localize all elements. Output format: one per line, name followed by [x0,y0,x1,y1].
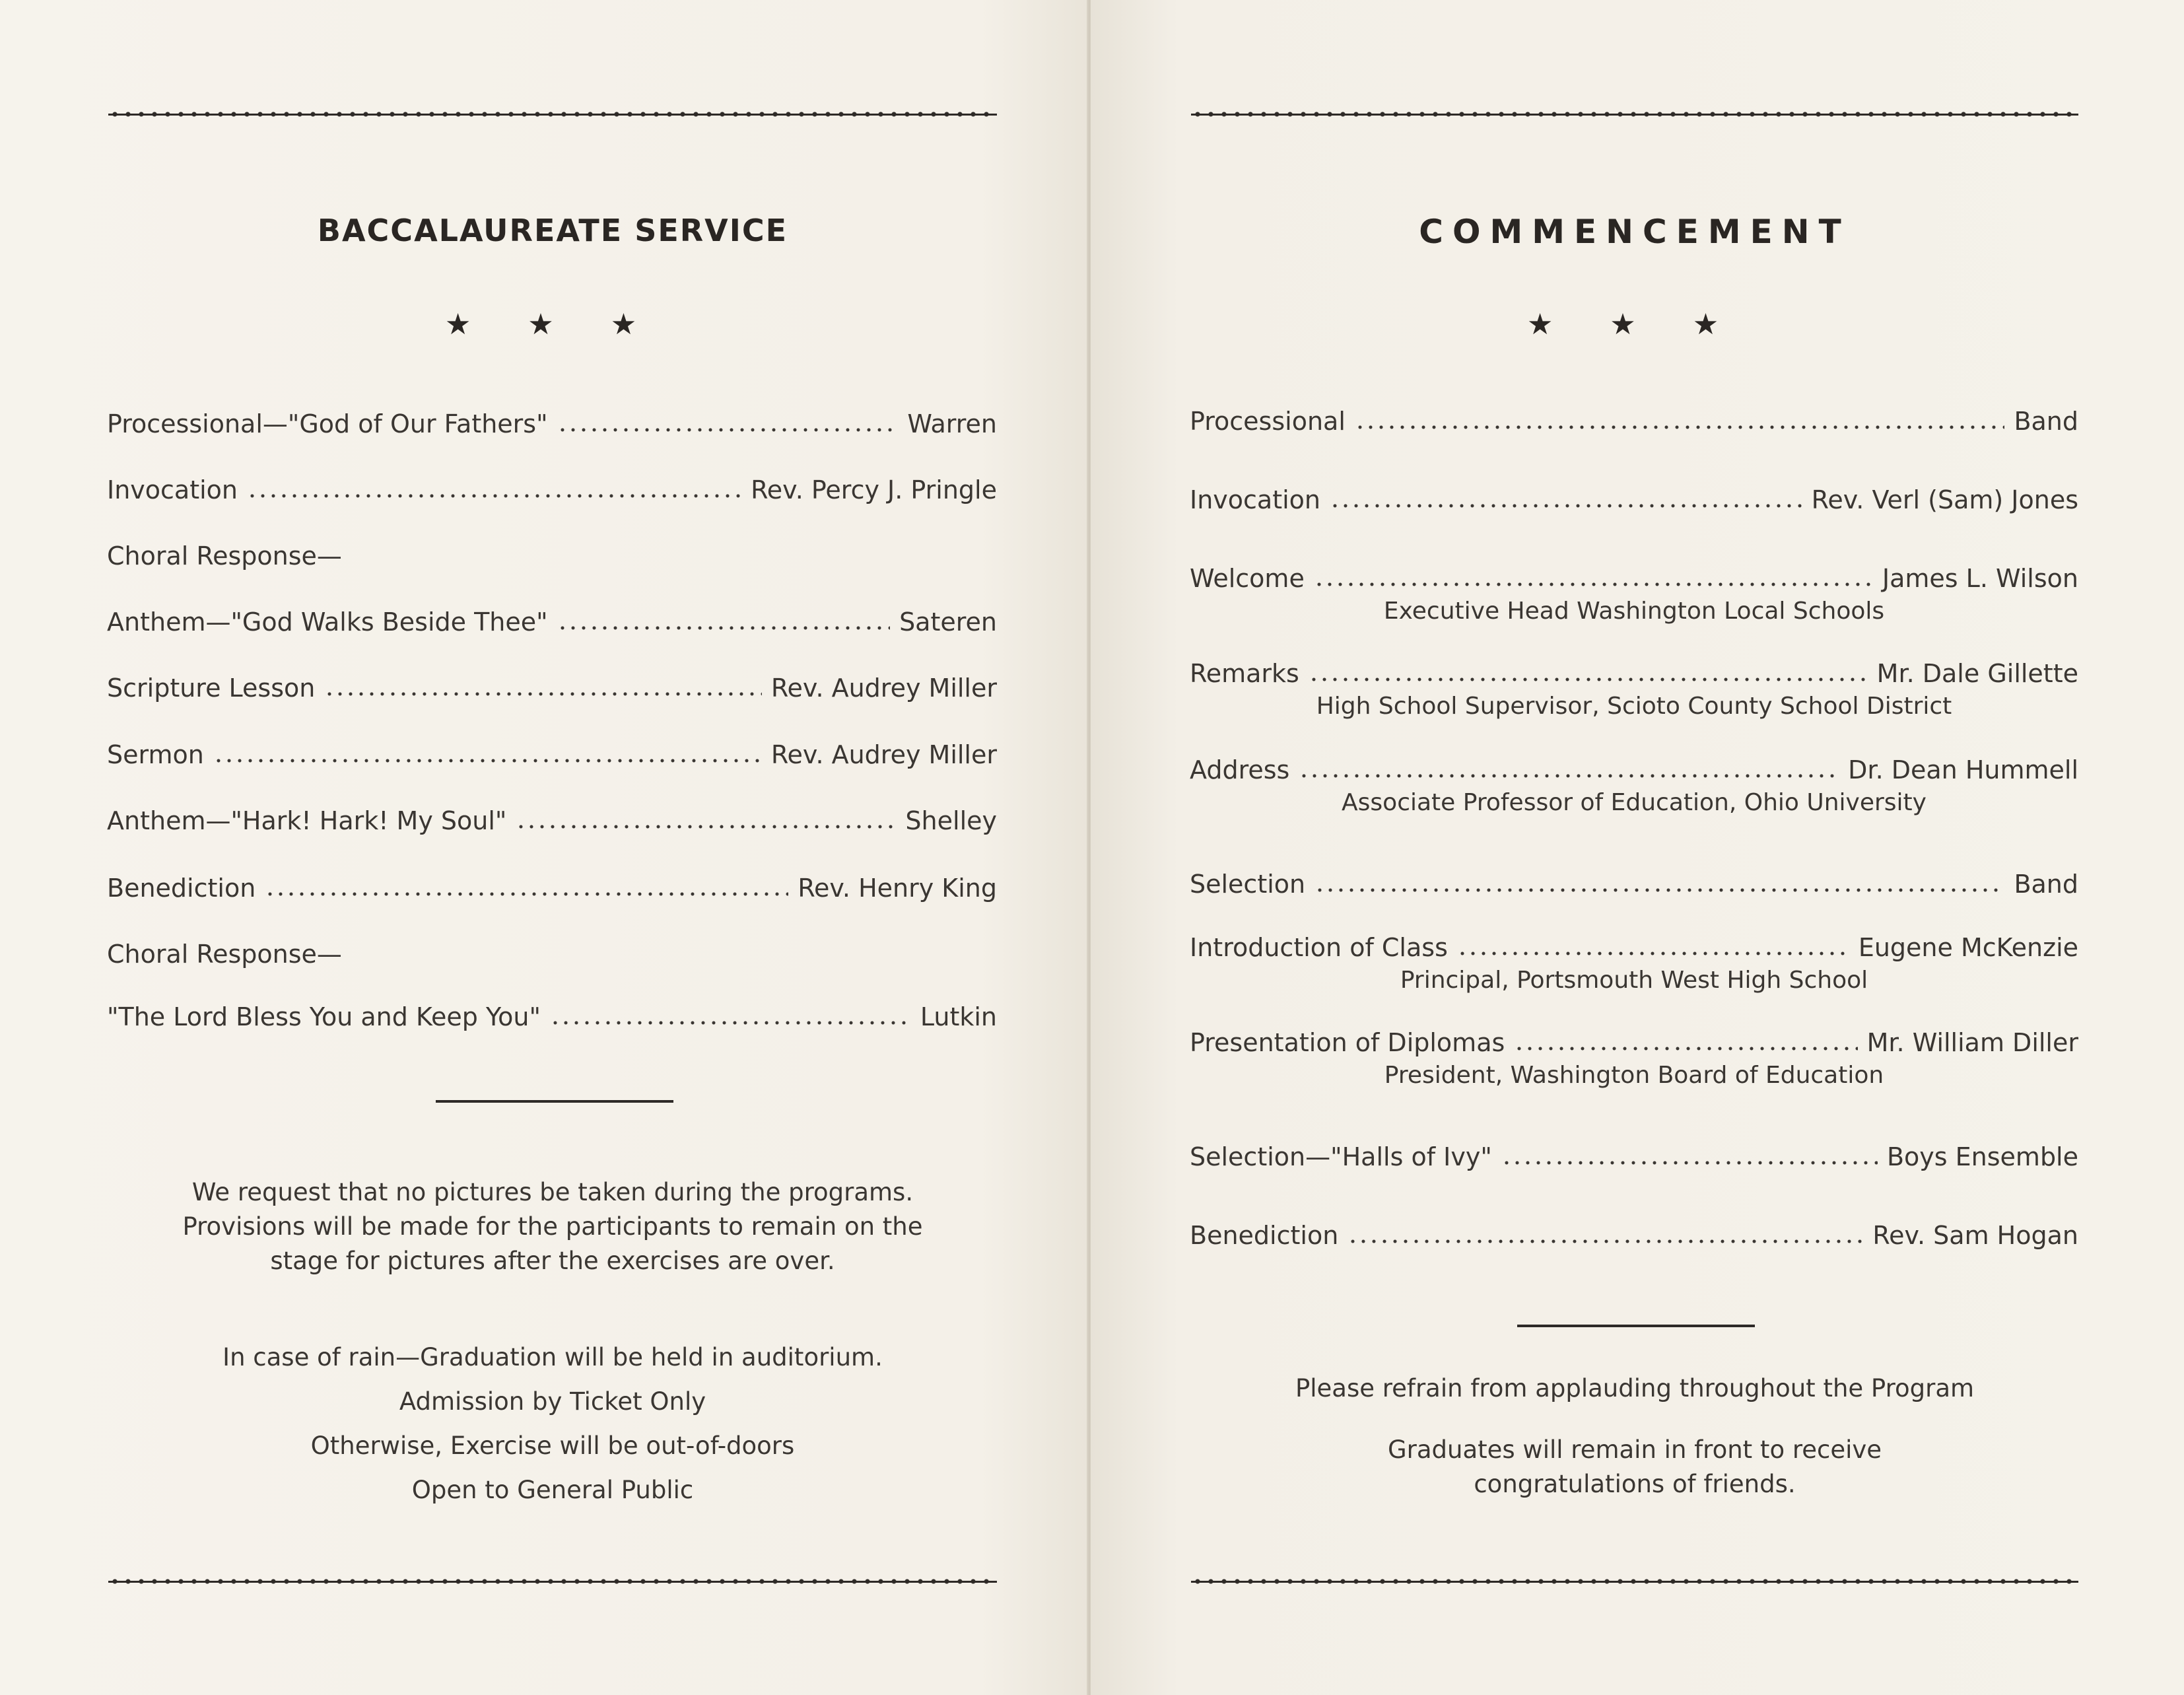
item-performer: Rev. Audrey Miller [770,740,997,769]
program-item [107,804,997,837]
dot-leader [1501,1161,1878,1165]
item-performer: Lutkin [920,1002,997,1031]
item-label: Address [1190,755,1290,784]
item-label: Processional—"God of Our Fathers" [107,409,548,438]
item-label: Selection—"Halls of Ivy" [1190,1142,1492,1171]
item-performer: Rev. Verl (Sam) Jones [1811,485,2078,514]
item-label: Anthem—"God Walks Beside Thee" [107,607,548,637]
item-performer: Rev. Audrey Miller [770,674,997,703]
section-divider [436,1100,673,1103]
program-item [107,938,997,971]
stars-ornament: ★ ★ ★ [444,308,661,341]
item-subtitle: Associate Professor of Education, Ohio University [1342,789,1927,816]
item-label: Choral Response— [107,940,342,969]
item-label: Presentation of Diplomas [1190,1028,1505,1057]
item-label: "The Lord Bless You and Keep You" [107,1002,541,1031]
item-performer: Sateren [899,607,997,637]
item-label: Processional [1190,407,1346,436]
program-item [1190,931,2078,997]
item-performer: Rev. Percy J. Pringle [751,475,997,504]
program-item [107,605,997,639]
notice-line: Graduates will remain in front to receive [1387,1436,1882,1464]
item-label: Welcome [1190,564,1305,593]
item-performer: Band [2014,870,2078,899]
program-item [107,539,997,572]
notice-line: congratulations of friends. [1474,1470,1796,1498]
item-label: Invocation [107,475,238,504]
program-item [1190,483,2078,516]
dot-leader [1457,951,1849,955]
program-item [107,738,997,771]
baccalaureate-title: BACCALAUREATE SERVICE [317,213,788,248]
applause-notice: Please refrain from applauding throughout the Program [1295,1374,1975,1402]
dot-leader [1314,888,2004,892]
item-label: Selection [1190,870,1306,899]
dot-leader [265,892,788,896]
section-divider [1517,1325,1755,1327]
item-performer: Eugene McKenzie [1858,933,2078,962]
item-performer: James L. Wilson [1882,564,2078,593]
notice-line: Otherwise, Exercise will be out-of-doors [310,1432,795,1460]
program-item [1190,1026,2078,1092]
notice-line: Open to General Public [411,1476,694,1504]
program-item [107,672,997,705]
item-label: Scripture Lesson [107,674,316,703]
item-subtitle: High School Supervisor, Scioto County School District [1316,693,1952,720]
dot-leader [550,1021,911,1025]
dot-leader [1299,774,1839,778]
program-item [1190,1219,2078,1252]
dot-leader [1330,504,1802,508]
graduates-notice [1191,1433,2078,1502]
item-subtitle: President, Washington Board of Education [1384,1062,1884,1089]
item-subtitle: Principal, Portsmouth West High School [1400,967,1868,994]
bottom-border-ornament [108,1577,997,1586]
item-label: Remarks [1190,659,1299,688]
program-item [1190,1140,2078,1173]
item-performer: Shelley [905,806,997,835]
rain-notice [108,1335,997,1512]
dot-leader [1309,677,1868,681]
item-label: Introduction of Class [1190,933,1448,962]
dot-leader [247,494,741,498]
dot-leader [324,692,761,696]
baccalaureate-page [0,0,1088,1695]
program-item [1190,868,2078,901]
item-performer: Mr. Dale Gillette [1876,659,2078,688]
program-item [1190,562,2078,628]
notice-line: stage for pictures after the exercises are over. [270,1247,835,1275]
item-label: Benediction [1190,1221,1339,1250]
item-subtitle: Executive Head Washington Local Schools [1383,598,1885,625]
notice-line: Admission by Ticket Only [399,1387,706,1416]
dot-leader [557,428,899,432]
program-item [1190,405,2078,438]
notice-line: In case of rain—Graduation will be held in auditorium. [222,1343,883,1371]
program-item [1190,657,2078,723]
top-border-ornament [1191,110,2078,119]
program-item [107,473,997,506]
program-item [107,407,997,440]
stars-ornament: ★ ★ ★ [1526,308,1743,341]
dot-leader [213,759,762,763]
program-item [107,1000,997,1033]
program-item [1190,753,2078,819]
pictures-notice [108,1175,997,1278]
commencement-page [1091,0,2184,1695]
dot-leader [557,626,890,630]
item-label: Anthem—"Hark! Hark! My Soul" [107,806,507,835]
item-performer: Dr. Dean Hummell [1848,755,2078,784]
notice-line: We request that no pictures be taken during the programs. [191,1178,914,1206]
program-item [107,872,997,905]
item-label: Choral Response— [107,541,342,571]
item-label: Benediction [107,874,256,903]
top-border-ornament [108,110,997,119]
item-performer: Warren [907,409,997,438]
dot-leader [1314,582,1873,586]
item-performer: Band [2014,407,2078,436]
commencement-title: COMMENCEMENT [1419,213,1851,251]
dot-leader [1348,1239,1863,1243]
item-performer: Rev. Henry King [798,874,997,903]
dot-leader [516,825,896,829]
bottom-border-ornament [1191,1577,2078,1586]
dot-leader [1355,425,2005,429]
item-performer: Boys Ensemble [1886,1142,2078,1171]
dot-leader [1514,1047,1857,1051]
item-label: Invocation [1190,485,1320,514]
item-performer: Rev. Sam Hogan [1872,1221,2078,1250]
notice-line: Provisions will be made for the participants to remain on the [182,1212,923,1241]
item-performer: Mr. William Diller [1866,1028,2078,1057]
item-label: Sermon [107,740,204,769]
